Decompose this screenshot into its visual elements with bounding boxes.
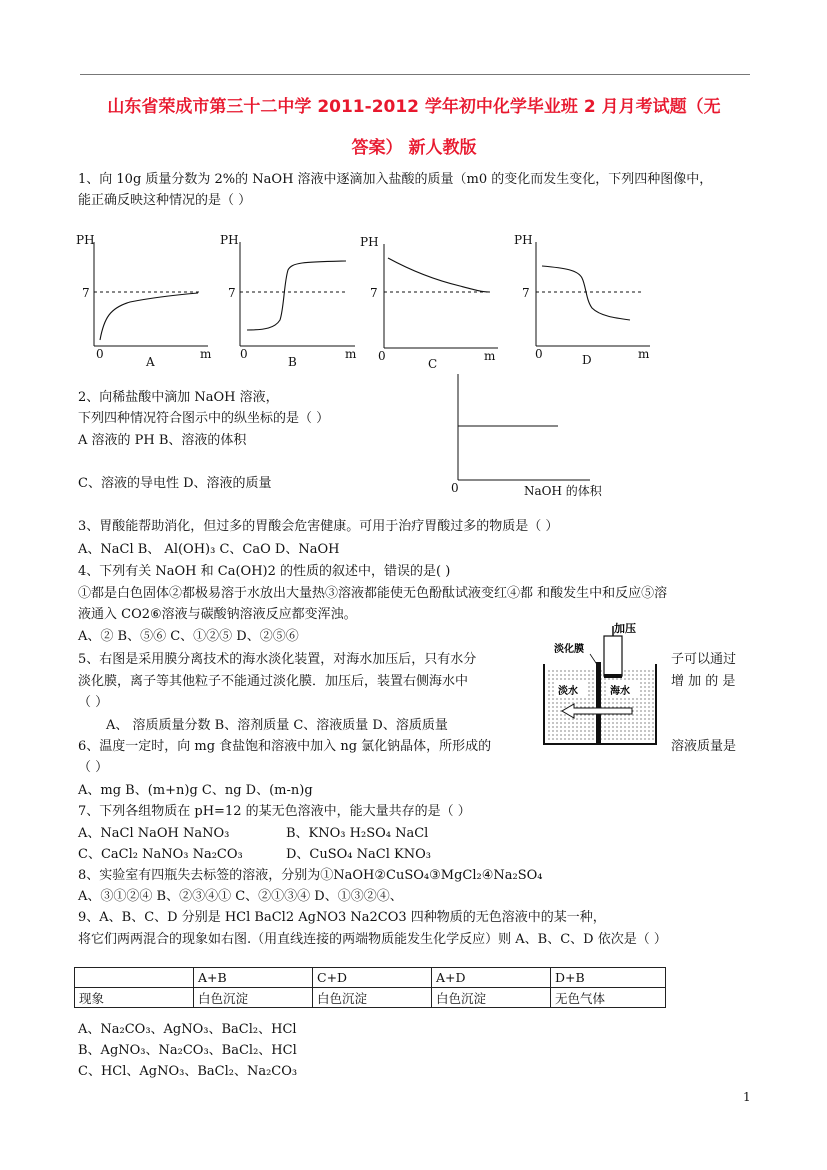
graph-b-tick7: 7	[228, 286, 236, 300]
table-header-cell	[75, 968, 194, 988]
graph-c-xlabel: m	[484, 349, 496, 363]
q2-graph-xlabel: NaOH 的体积	[524, 484, 602, 498]
q9-line2: 将它们两两混合的现象如右图.（用直线连接的两端物质能发生化学反应）则 A、B、C、D 依次是（ ）	[78, 932, 667, 947]
q6-line3: A、mg B、(m+n)g C、ng D、(m-n)g	[78, 783, 313, 798]
q2-line2: 下列四种情况符合图示中的纵坐标的是（ ）	[78, 411, 330, 426]
table-cell: 无色气体	[551, 988, 666, 1008]
graph-a-xlabel: m	[200, 347, 212, 361]
graph-d	[514, 233, 650, 367]
table-header-cell: D+B	[551, 968, 666, 988]
q5-line1a: 5、右图是采用膜分离技术的海水淡化装置，对海水加压后，只有水分	[78, 652, 477, 667]
q9-option-b: B、AgNO₃、Na₂CO₃、BaCl₂、HCl	[78, 1043, 297, 1058]
graph-c-label: C	[428, 357, 438, 371]
table-row	[75, 988, 666, 1008]
graph-a-label: A	[146, 355, 155, 369]
q7-line2a: A、NaCl NaOH NaNO₃	[78, 826, 230, 841]
graph-b	[220, 233, 357, 369]
graph-c-origin: 0	[378, 349, 386, 363]
page-title-line2: 答案） 新人教版	[351, 138, 477, 158]
table-header-cell: A+B	[194, 968, 313, 988]
q7-line1: 7、下列各组物质在 pH=12 的某无色溶液中，能大量共存的是（ ）	[78, 804, 471, 819]
q8-line1: 8、实验室有四瓶失去标签的溶液，分别为①NaOH②CuSO₄③MgCl₂④Na₂SO₄	[78, 868, 543, 883]
table-cell: 白色沉淀	[313, 988, 432, 1008]
graph-a	[76, 233, 212, 369]
graph-a-origin: 0	[96, 347, 104, 361]
q1-line1: 1、向 10g 质量分数为 2%的 NaOH 溶液中逐滴加入盐酸的质量（m0 的变化而发生变化，下列四种图像中，	[78, 172, 713, 187]
q6-line1a: 6、温度一定时，向 mg 食盐饱和溶液中加入 ng 氯化钠晶体，所形成的	[78, 739, 492, 754]
q2-graph-origin: 0	[451, 481, 459, 495]
graph-b-ylabel: PH	[220, 233, 239, 247]
graph-a-tick7: 7	[82, 286, 90, 300]
table-header-cell: C+D	[313, 968, 432, 988]
q5-line2b: 增 加 的 是	[671, 674, 736, 689]
header-rule	[80, 74, 750, 75]
q4-line4: A、② B、⑤⑥ C、①②⑤ D、②⑤⑥	[78, 629, 299, 644]
q5-line1b: 子可以通过	[671, 652, 737, 667]
q5-line4: A、 溶质质量分数 B、溶剂质量 C、溶液质量 D、溶质质量	[106, 718, 448, 733]
page-number: 1	[743, 1090, 751, 1104]
graph-d-tick7: 7	[522, 286, 530, 300]
desalination-device	[540, 618, 660, 746]
q2-line1: 2、向稀盐酸中滴加 NaOH 溶液，	[78, 390, 279, 405]
q8-line2: A、③①②④ B、②③④① C、②①③④ D、①③②④、	[78, 889, 403, 904]
q7-line3a: C、CaCl₂ NaNO₃ Na₂CO₃	[78, 847, 243, 862]
q5-line3: （ ）	[78, 695, 109, 710]
q9-line1: 9、A、B、C、D 分别是 HCl BaCl2 AgNO3 Na2CO3 四种物质的无色溶液中的某一种，	[78, 910, 606, 925]
page-title-line1: 山东省荣成市第三十二中学 2011-2012 学年初中化学毕业班 2 月月考试题（无	[107, 97, 721, 117]
graph-b-origin: 0	[240, 347, 248, 361]
q9-option-a: A、Na₂CO₃、AgNO₃、BaCl₂、HCl	[78, 1022, 297, 1037]
graph-c-tick7: 7	[370, 286, 378, 300]
graph-d-ylabel: PH	[514, 233, 533, 247]
device-sea-label: 海水	[610, 686, 630, 697]
q7-line2b: B、KNO₃ H₂SO₄ NaCl	[286, 826, 429, 841]
graph-c-ylabel: PH	[360, 235, 379, 249]
q1-line2: 能正确反映这种情况的是（ ）	[78, 193, 252, 208]
graph-b-xlabel: m	[345, 347, 357, 361]
table-cell: 白色沉淀	[432, 988, 551, 1008]
q2-line3: A 溶液的 PH B、溶液的体积	[78, 433, 247, 448]
graph-a-ylabel: PH	[76, 233, 95, 247]
graph-b-label: B	[288, 355, 297, 369]
q9-table	[74, 967, 666, 1008]
q2-graph	[440, 368, 620, 503]
q3-line2: A、NaCl B、 Al(OH)₃ C、CaO D、NaOH	[78, 542, 340, 557]
q1-graphs	[70, 228, 660, 373]
q4-line1: 4、下列有关 NaOH 和 Ca(OH)2 的性质的叙述中，错误的是( )	[78, 564, 451, 579]
q6-line1b: 溶液质量是	[671, 739, 737, 754]
graph-c	[360, 235, 498, 371]
device-pressure-label: 加压	[614, 622, 636, 635]
q6-line2: （ ）	[78, 760, 109, 775]
q7-line3b: D、CuSO₄ NaCl KNO₃	[286, 847, 431, 862]
q4-line2: ①都是白色固体②都极易溶于水放出大量热③溶液都能使无色酚酞试液变红④都 和酸发生中和反应⑤溶	[78, 586, 668, 601]
table-header-cell: A+D	[432, 968, 551, 988]
device-fresh-label: 淡水	[558, 686, 578, 697]
q2-line4: C、溶液的导电性 D、溶液的质量	[78, 476, 272, 491]
device-membrane-label: 淡化膜	[554, 644, 584, 655]
q3-line1: 3、胃酸能帮助消化，但过多的胃酸会危害健康。可用于治疗胃酸过多的物质是（ ）	[78, 519, 559, 534]
table-cell: 现象	[75, 988, 194, 1008]
graph-d-origin: 0	[535, 347, 543, 361]
q5-line2a: 淡化膜，离子等其他粒子不能通过淡化膜．加压后，装置右侧海水中	[78, 674, 469, 689]
q4-line3: 液通入 CO2⑥溶液与碳酸钠溶液反应都变浑浊。	[78, 607, 357, 622]
q9-option-c: C、HCl、AgNO₃、BaCl₂、Na₂CO₃	[78, 1064, 298, 1079]
table-header-row	[75, 968, 666, 988]
graph-d-xlabel: m	[638, 347, 650, 361]
graph-d-label: D	[582, 353, 592, 367]
table-cell: 白色沉淀	[194, 988, 313, 1008]
